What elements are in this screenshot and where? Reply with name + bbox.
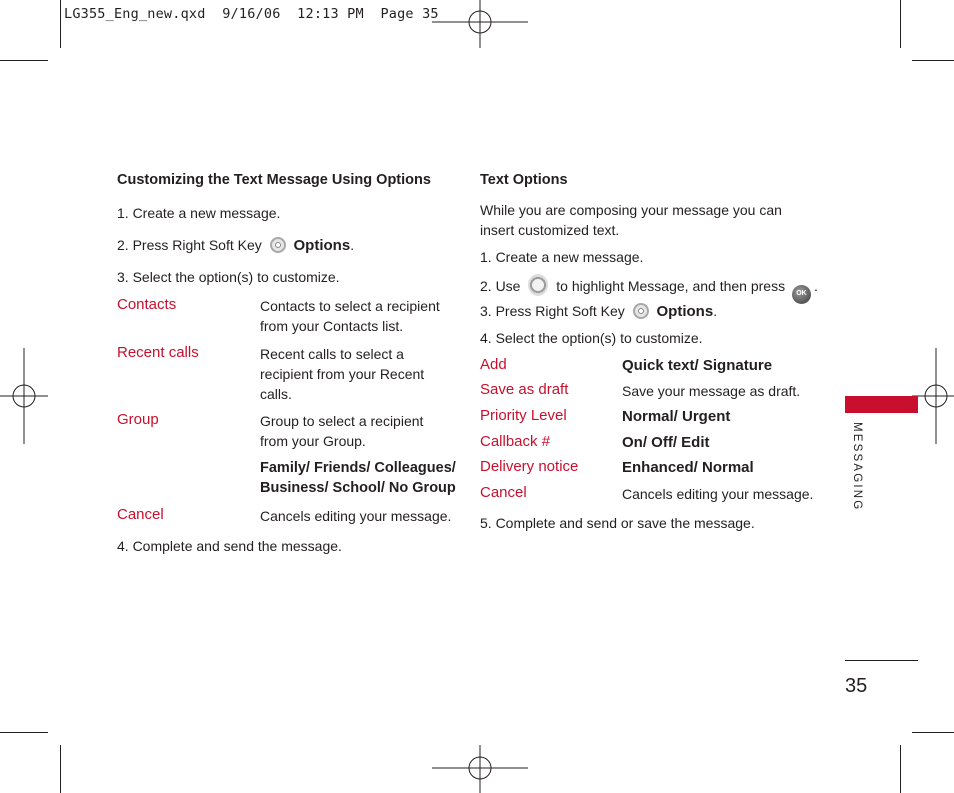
option-add: Add	[480, 356, 507, 373]
desc-line: Contacts to select a recipient	[260, 298, 440, 314]
crop-mark	[900, 0, 901, 48]
right-heading: Text Options	[480, 172, 568, 188]
right-step-3-options: Options	[656, 303, 714, 320]
option-priority-level: Priority Level	[480, 407, 567, 424]
soft-key-icon	[270, 237, 286, 253]
page-number: 35	[845, 675, 868, 697]
option-recent-calls: Recent calls	[117, 344, 199, 361]
option-contacts: Contacts	[117, 296, 177, 313]
option-group-desc	[260, 411, 423, 451]
left-step-2-suffix: .	[350, 237, 355, 253]
desc-line: Recent calls to select a	[260, 346, 404, 362]
section-label: MESSAGING	[851, 422, 863, 512]
group-list-line: Business/ School/ No Group	[260, 480, 456, 496]
right-step-2-text: 2. Use	[480, 278, 521, 294]
right-step-3-text: 3. Press Right Soft Key	[480, 303, 625, 319]
option-recent-calls-desc	[260, 344, 424, 404]
crop-mark	[60, 0, 61, 48]
desc-line: calls.	[260, 386, 292, 402]
option-save-as-draft-value: Save your message as draft.	[622, 383, 801, 399]
desc-line: from your Contacts list.	[260, 318, 404, 334]
crop-mark	[912, 732, 954, 733]
left-heading: Customizing the Text Message Using Options	[117, 172, 431, 188]
page-number-rule	[845, 660, 918, 661]
option-contacts-desc	[260, 296, 440, 336]
left-step-3: 3. Select the option(s) to customize.	[117, 269, 340, 285]
desc-line: from your Group.	[260, 433, 366, 449]
option-add-value: Quick text/ Signature	[622, 357, 773, 374]
option-delivery-notice: Delivery notice	[480, 458, 579, 475]
option-callback: Callback #	[480, 433, 551, 450]
right-step-2-mid: to highlight Message, and then press	[556, 278, 786, 294]
right-step-4: 4. Select the option(s) to customize.	[480, 330, 703, 346]
registration-mark-top	[432, 0, 528, 48]
right-step-1: 1. Create a new message.	[480, 249, 644, 265]
option-delivery-notice-value: Enhanced/ Normal	[622, 459, 754, 476]
crop-mark	[912, 60, 954, 61]
right-step-2-suffix: .	[813, 278, 818, 294]
registration-mark-bottom	[432, 745, 528, 793]
navigation-key-icon	[528, 274, 548, 296]
option-cancel-right-value: Cancels editing your message.	[622, 486, 814, 502]
right-intro	[480, 200, 782, 240]
group-list-line: Family/ Friends/ Colleagues/	[260, 460, 456, 476]
group-list	[260, 458, 456, 498]
crop-mark	[0, 732, 48, 733]
left-step-1: 1. Create a new message.	[117, 205, 281, 221]
option-cancel-desc: Cancels editing your message.	[260, 508, 452, 524]
intro-line: insert customized text.	[480, 222, 620, 238]
crop-mark	[900, 745, 901, 793]
crop-mark	[60, 745, 61, 793]
print-slug: LG355_Eng_new.qxd 9/16/06 12:13 PM Page 35	[64, 6, 439, 22]
section-tab	[845, 396, 918, 413]
option-cancel-right: Cancel	[480, 484, 527, 501]
registration-mark-left	[0, 348, 48, 444]
right-step-5: 5. Complete and send or save the message.	[480, 515, 755, 531]
option-cancel: Cancel	[117, 506, 164, 523]
desc-line: Group to select a recipient	[260, 413, 424, 429]
right-step-3	[480, 301, 717, 322]
option-callback-value: On/ Off/ Edit	[622, 434, 710, 451]
left-step-2-options: Options	[293, 237, 351, 254]
option-priority-level-value: Normal/ Urgent	[622, 408, 731, 425]
soft-key-icon	[633, 303, 649, 319]
desc-line: recipient from your Recent	[260, 366, 425, 382]
right-step-3-suffix: .	[713, 303, 718, 319]
left-step-2	[117, 235, 354, 256]
right-step-2	[480, 274, 818, 304]
option-save-as-draft: Save as draft	[480, 381, 569, 398]
option-group: Group	[117, 411, 159, 428]
registration-mark-right	[912, 348, 954, 444]
left-step-2-text: 2. Press Right Soft Key	[117, 237, 262, 253]
left-step-4: 4. Complete and send the message.	[117, 538, 342, 554]
intro-line: While you are composing your message you can	[480, 202, 782, 218]
ok-key-icon: OK	[792, 285, 811, 304]
crop-mark	[0, 60, 48, 61]
